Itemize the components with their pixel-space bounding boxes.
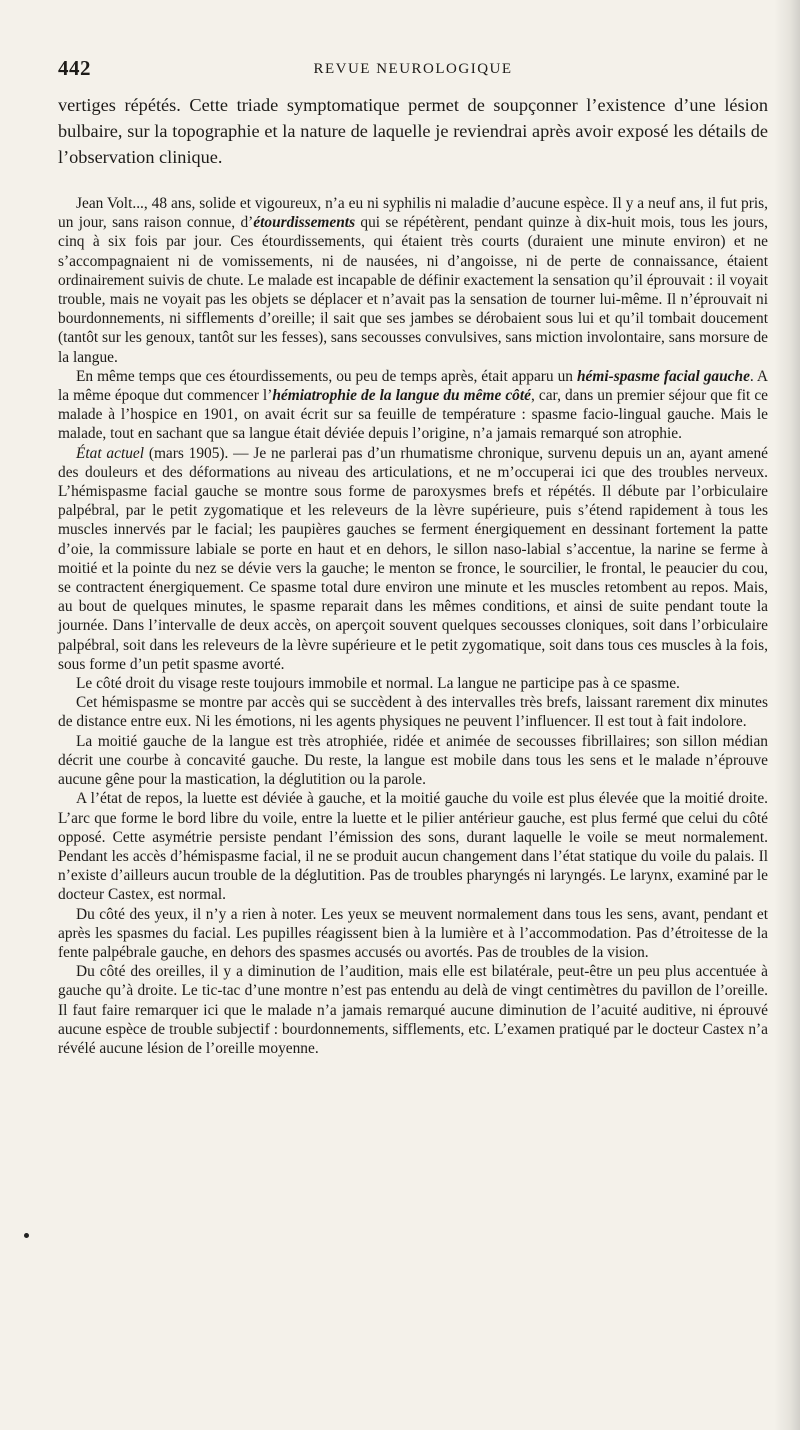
emphasis-etourdissements: étourdissements — [253, 214, 356, 232]
paragraph-eyes: Du côté des yeux, il n’y a rien à noter. Les yeux se meuvent normalement dans tous les sens, avant, pendant et après les spasmes du facial. Les pupilles réagissent bien à la lumière et à l’accommodation. Pas d’étroitesse de la fente palpébrale gauche, en dehors des spasmes accusés ou avortés. Pas de troubles de la vision. — [58, 905, 768, 961]
paragraph-uvula: A l’état de repos, la luette est déviée à gauche, et la moitié gauche du voile est plus élevée que la moitié droite. L’arc que forme le bord libre du voile, entre la luette et le pilier antérieur gauche, est plus fermé que celui du côté opposé. Cette asymétrie persiste pendant l’émission des sons, durant laquelle le voile se meut normalement. Pendant les accès d’hémispasme facial, il ne se produit aucun changement dans l’état statique du voile du palais. Il n’existe d’ailleurs aucun trouble de la déglutition. Pas de troubles pharyngés ni laryngés. Le larynx, examiné par le docteur Castex, est normal. — [58, 790, 768, 904]
margin-mark — [24, 1233, 29, 1238]
text-run: , car, dans un premier séjour que fit ce malade à l’hospice en 1901, on avait écrit sur sa feuille de température : spasme facio-lingual gauche. Mais le malade, tout en sachant que sa langue était déviée depuis l’origine, n’a jamais remarqué son atrophie. — [58, 387, 768, 443]
text-run: qui se répétèrent, pendant quinze à dix-huit mois, tous les jours, cinq à six fois par jour. Ces étourdissements, qui étaient très courts (duraient une minute environ) et ne s’accompagnaient ni de vomissements, ni de nausées, ni d’angoisse, ni de perte de connaissance, étaient ordinairement suivis de chute. Le malade est incapable de définir exactement la sensation qu’il éprouvait : il voyait trouble, mais ne voyait pas les objets se déplacer et n’avait pas la sensation de tourner lui-même. Il n’éprouvait ni bourdonnements, ni sifflements d’oreille; il sait que ses jambes se dérobaient sous lui et qu’il tombait doucement (tantôt sur les genoux, tantôt sur les fesses), sans secousses convulsives, sans miction involontaire, sans morsure de la langue. — [58, 214, 768, 366]
scan-edge-shadow — [774, 0, 800, 1430]
running-head — [58, 0, 768, 80]
paragraph-tongue: La moitié gauche de la langue est très atrophiée, ridée et animée de secousses fibrillaires; son sillon médian décrit une courbe à concavité gauche. Du reste, la langue est mobile dans tous les sens et le malade n’éprouve aucune gêne pour la mastication, la déglutition ou la parole. — [58, 732, 768, 789]
emphasis-hemiatrophie: hémiatrophie de la langue du même côté — [272, 387, 531, 405]
page — [58, 0, 768, 1058]
emphasis-etat-actuel: État actuel — [76, 444, 145, 462]
intro-paragraph: vertiges répétés. Cette triade symptomatique permet de soupçonner l’existence d’une lésion bulbaire, sur la topographie et la nature de laquelle je reviendrai après avoir exposé les détails de l’observation clinique. — [58, 95, 768, 167]
text-run: Jean Volt..., 48 ans, solide et vigoureux, n’a eu ni syphilis ni maladie d’aucune espèce. Il y a neuf ans, il fut pris, un jour, sans raison connue, d’ — [58, 195, 768, 232]
paragraph-right-side: Le côté droit du visage reste toujours immobile et normal. La langue ne participe pas à ce spasme. — [76, 675, 680, 693]
clinical-observation — [58, 194, 768, 1058]
paragraph-ears: Du côté des oreilles, il y a diminution de l’audition, mais elle est bilatérale, peut-être un peu plus accentuée à gauche qu’à droite. Le tic-tac d’une montre n’est pas entendu au delà de vingt centimètres du pavillon de l’oreille. Il faut faire remarquer ici que le malade n’a jamais remarqué aucune diminution de l’acuité auditive, ni éprouvé aucune espèce de trouble subjectif : bourdonnements, sifflements, etc. L’examen pratiqué par le docteur Castex n’a révélé aucune lésion de l’oreille moyenne. — [58, 963, 768, 1057]
paragraph-current-state — [58, 444, 768, 674]
paragraph-attacks: Cet hémispasme se montre par accès qui se succèdent à des intervalles très brefs, laissant rarement dix minutes de distance entre eux. Ni les émotions, ni les agents physiques ne peuvent l’influencer. Il est tout à fait indolore. — [58, 694, 768, 731]
page-number: 442 — [58, 56, 91, 80]
text-run: (mars 1905). — Je ne parlerai pas d’un rhumatisme chronique, survenu depuis un an, ayant amené des douleurs et des déformations au niveau des articulations, et ne m’occuperai ici que des troubles nerveux. L’hémispasme facial gauche se montre sous forme de paroxysmes brefs et répétés. Il débute par l’orbiculaire palpébral, par le petit zygomatique et les releveurs de la lèvre supérieure, puis s’étend rapidement à tous les muscles innervés par le facial; les paupières gauches se ferment énergiquement en dessinant fortement la patte d’oie, la commissure labiale se porte en haut et en dehors, le sillon naso-labial s’accentue, la narine se ferme à moitié et la pointe du nez se dévie vers la gauche; le menton se fronce, le sourcilier, le frontal, le peaucier du cou, se contractent énergiquement. Ce spasme total dure environ une minute et les muscles retombent au repos. Mais, au bout de quelques minutes, le spasme reparait dans les mêmes conditions, et ainsi de suite pendant toute la journée. Dans l’intervalle de deux accès, on aperçoit souvent quelques secousses cloniques, soit dans l’orbiculaire palpébral, soit dans les releveurs de la lèvre supérieure et le petit zygomatique, soit dans tous ces muscles à la fois, sous forme d’un petit spasme avorté. — [58, 444, 769, 673]
text-run: En même temps que ces étourdissements, ou peu de temps après, était apparu un — [76, 367, 577, 385]
paragraph-history — [58, 194, 768, 367]
text-run: . A la même époque dut commencer l’ — [58, 367, 768, 405]
journal-title: REVUE NEUROLOGIQUE — [313, 61, 513, 77]
emphasis-hemispasme: hémi-spasme facial gauche — [576, 367, 750, 385]
paragraph-hemispasm-onset — [58, 367, 768, 444]
